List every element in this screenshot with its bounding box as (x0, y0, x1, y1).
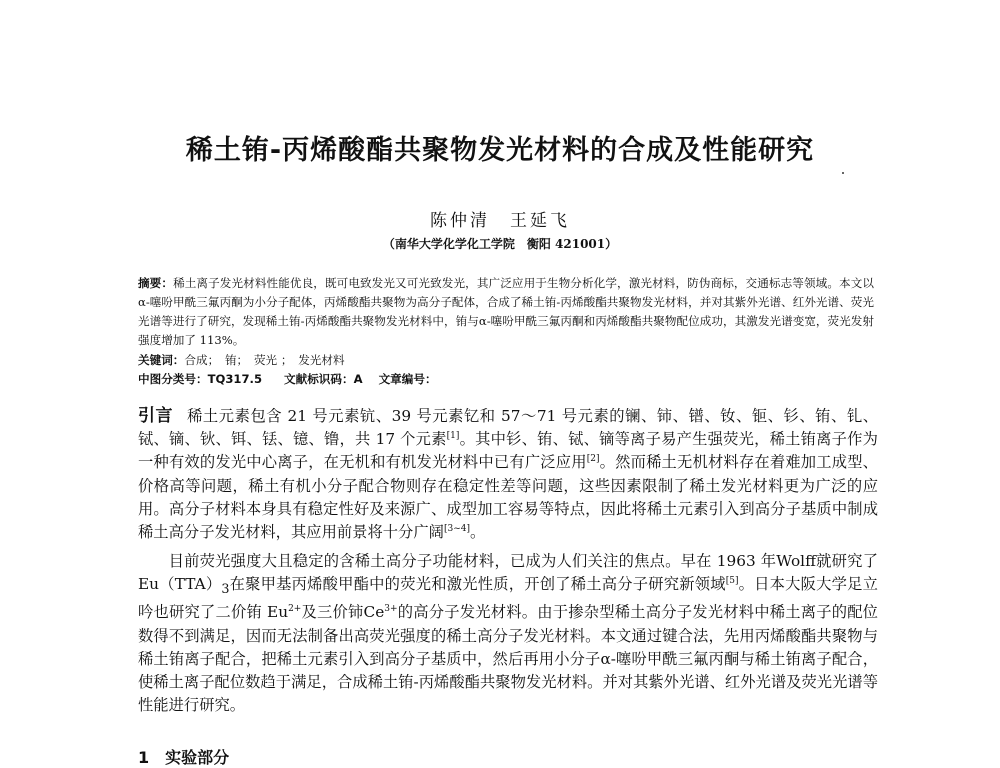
citation: [1] (446, 431, 460, 442)
paper-title: 稀土铕-丙烯酸酯共聚物发光材料的合成及性能研究 (185, 135, 815, 166)
intro-text: 。其中钐、铕、铽、镝等离子易产生强荧光，稀土铕离子作为一种有效的发光中心离子，在无机和有机发光材料中已有广泛应用 (138, 430, 878, 472)
citation: [5] (725, 576, 739, 587)
authors: 陈仲清 王延飞 (430, 211, 570, 231)
intro-heading: 引言 (138, 406, 174, 426)
clc-label: 中图分类号： (138, 372, 208, 386)
subscript: 3 (221, 582, 230, 598)
intro-paragraph-1 (138, 405, 878, 544)
doc-code-label: 文献标识码： (284, 372, 354, 386)
section-heading: 1 实验部分 (138, 748, 230, 767)
scan-dot (842, 172, 844, 174)
intro-text: 目前荧光强度大且稳定的含稀土高分子功能材料，已成为人们关注的焦点。早在 1963 年Wolff就研究了Eu（TTA） (138, 552, 878, 594)
citation: [3~4] (443, 523, 470, 534)
intro-text: 。日本大阪大学足立吟也研究了二价铕 Eu (138, 575, 878, 622)
intro-text: 的高分子发光材料。由于掺杂型稀土高分子发光材料中稀土离子的配位数得不到满足，因而无法制备出高荧光强度的稀土高分子发光材料。本文通过键合法，先用丙烯酸酯共聚物与稀土铕离子配合，把稀土元素引入到高分子基质中，然后再用小分子α-噻吩甲酰三氟丙酮与稀土铕离子配合，使稀土离子配位数趋于满足，合成稀土铕-丙烯酸酯共聚物发光材料。并对其紫外光谱、红外光谱及荧光光谱等性能进行研究。 (138, 603, 878, 715)
citation: [2] (586, 454, 600, 465)
keywords-label: 关键词： (138, 353, 185, 367)
intro-text: 。 (469, 523, 486, 542)
intro-paragraph-2 (138, 550, 878, 717)
intro-text: 及三价铈Ce (301, 603, 385, 622)
charge-superscript: 2+ (288, 604, 302, 615)
charge-superscript: 3+ (384, 604, 398, 615)
abstract-text: 稀土离子发光材料性能优良，既可电致发光又可光致发光，其广泛应用于生物分析化学，激光材料，防伪商标，交通标志等领域。本文以α-噻吩甲酰三氟丙酮为小分子配体，丙烯酸酯共聚物为高分子配体，合成了稀土铕-丙烯酸酯共聚物发光材料，并对其紫外光谱、红外光谱、荧光光谱等进行了研究，发现稀土铕-丙烯酸酯共聚物发光材料中，铕与α-噻吩甲酰三氟丙酮和丙烯酸酯共聚物配位成功，其激发光谱变宽，荧光发射强度增加了 113%。 (138, 276, 874, 347)
abstract-label: 摘要： (138, 276, 174, 290)
classification-line (138, 370, 874, 389)
doc-code-value: A (353, 372, 363, 386)
affiliation: （南华大学化学化工学院 衡阳 421001） (382, 237, 618, 251)
keywords-text: 合成； 铕； 荧光 ； 发光材料 (184, 353, 345, 367)
article-no-label: 文章编号： (378, 372, 437, 386)
intro-text: 在聚甲基丙烯酸甲酯中的荧光和激光性质，开创了稀土高分子研究新领域 (229, 575, 726, 594)
intro-text: 稀土元素包含 21 号元素钪、39 号元素钇和 57～71 号元素的镧、铈、镨、钕、钷、钐、铕、钆、铽、镝、钬、铒、铥、镱、镥，共 17 个元素 (138, 407, 878, 449)
intro-text: 。然而稀土无机材料存在着难加工成型、价格高等问题，稀土有机小分子配合物则存在稳定性差等问题，这些因素限制了稀土发光材料更为广泛的应用。高分子材料本身具有稳定性好及来源广、成型加工容易等特点，因此将稀土元素引入到高分子基质中制成稀土高分子发光材料，其应用前景将十分广阔 (138, 453, 878, 542)
clc-value: TQ317.5 (207, 372, 263, 386)
abstract (138, 274, 874, 350)
keywords (138, 351, 874, 370)
